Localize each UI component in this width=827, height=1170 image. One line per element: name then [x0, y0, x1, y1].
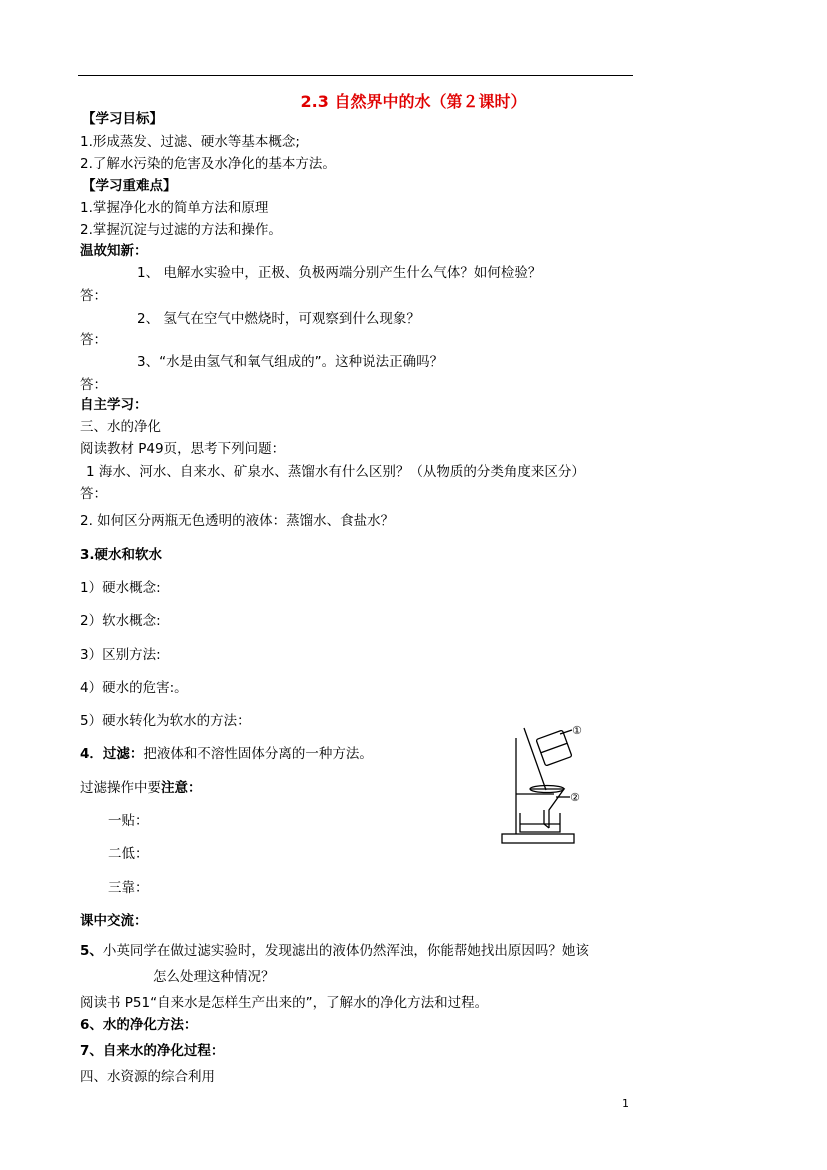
filtration-notes-line: [80, 779, 202, 797]
figure-label-2: ②: [570, 791, 580, 804]
question-6: 6、水的净化方法：: [80, 1017, 198, 1033]
hard-water-item-4: 4）硬水的危害:。: [80, 680, 188, 696]
answer-3: 答：: [80, 377, 107, 393]
note-2: 二低：: [108, 846, 149, 862]
study-question-2: 2. 如何区分两瓶无色透明的液体：蒸馏水、食盐水？: [80, 513, 395, 529]
answer-2: 答：: [80, 332, 107, 348]
section-4-heading: 四、水资源的综合利用: [80, 1069, 215, 1085]
header-rule: [78, 75, 633, 76]
reading-instruction-2: 阅读书 P51“自来水是怎样生产出来的”，了解水的净化方法和过程。: [80, 995, 489, 1011]
note-1: 一贴：: [108, 813, 149, 829]
question-5-text: 小英同学在做过滤实验时，发现滤出的液体仍然浑浊，你能帮她找出原因吗？她该: [102, 943, 589, 959]
study-answer-1: 答：: [80, 486, 107, 502]
hard-soft-water-heading: 3.硬水和软水: [80, 547, 163, 563]
section-3-heading: 三、水的净化: [80, 419, 161, 435]
stand-base: [502, 834, 574, 843]
question-5-number: 5、: [80, 943, 103, 959]
question-7: 7、自来水的净化过程：: [80, 1043, 225, 1059]
self-study-heading: 自主学习：: [80, 397, 148, 413]
filtration-definition: 把液体和不溶性固体分离的一种方法。: [143, 746, 373, 762]
hard-water-item-2: 2）软水概念:: [80, 613, 161, 629]
funnel: [530, 789, 564, 828]
review-question-1: 1、 电解水实验中，正极、负极两端分别产生什么气体？如何检验？: [137, 265, 542, 281]
figure-label-1: ①: [572, 724, 582, 737]
study-question-1: 1 海水、河水、自来水、矿泉水、蒸馏水有什么区别？（从物质的分类角度来区分）: [86, 464, 585, 480]
exchange-question-5: [80, 942, 589, 960]
review-question-3: 3、“水是由氢气和氧气组成的”。这种说法正确吗？: [137, 354, 444, 370]
receiving-beaker: [520, 813, 560, 832]
hard-water-item-3: 3）区别方法:: [80, 647, 161, 663]
key-point-2: 2.掌握沉淀与过滤的方法和操作。: [80, 222, 282, 238]
filtration-apparatus-figure: [496, 718, 588, 850]
review-question-2: 2、 氢气在空气中燃烧时，可观察到什么现象？: [137, 311, 420, 327]
reading-instruction: 阅读教材 P49页，思考下列问题：: [80, 441, 286, 457]
filtration-line: [80, 745, 373, 763]
review-heading: 温故知新：: [80, 243, 148, 259]
goals-heading: 【学习目标】: [82, 111, 163, 127]
key-point-1: 1.掌握净化水的简单方法和原理: [80, 200, 269, 216]
goal-1: 1.形成蒸发、过滤、硬水等基本概念;: [80, 134, 300, 150]
key-points-heading: 【学习重难点】: [82, 178, 177, 194]
page-number: 1: [622, 1097, 629, 1110]
pouring-beaker: [536, 730, 572, 766]
answer-1: 答：: [80, 288, 107, 304]
notes-prefix: 过滤操作中要: [80, 780, 161, 796]
class-exchange-heading: 课中交流：: [80, 913, 148, 929]
page-title: 2.3 自然界中的水（第２课时）: [300, 92, 527, 111]
hard-water-item-1: 1）硬水概念:: [80, 580, 161, 596]
question-5-continued: 怎么处理这种情况？: [153, 969, 275, 985]
note-3: 三靠：: [108, 880, 149, 896]
notes-label: 注意：: [161, 780, 202, 796]
goal-2: 2.了解水污染的危害及水净化的基本方法。: [80, 156, 336, 172]
hard-water-item-5: 5）硬水转化为软水的方法：: [80, 713, 251, 729]
filtration-label: 4．过滤：: [80, 746, 144, 762]
